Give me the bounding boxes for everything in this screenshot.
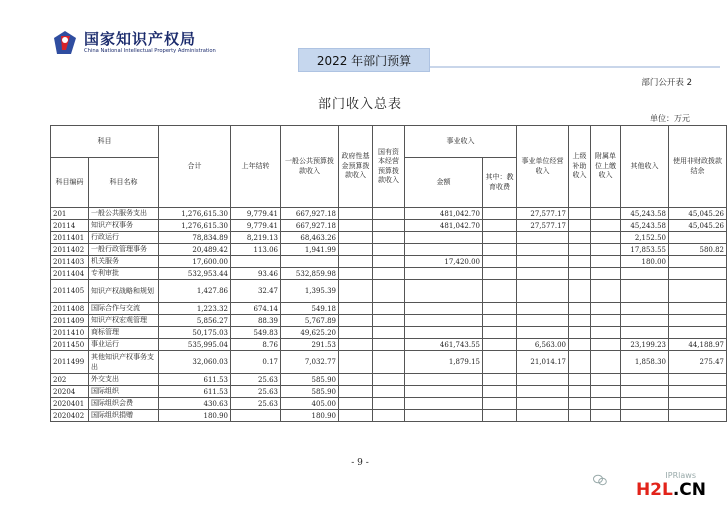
header-total: 合计 bbox=[159, 126, 231, 208]
row-other bbox=[621, 280, 669, 303]
row-gov-fund bbox=[339, 351, 373, 374]
watermark bbox=[636, 480, 706, 500]
row-gen-budget: 68,463.26 bbox=[281, 232, 339, 244]
row-code: 202 bbox=[51, 374, 89, 386]
row-affil-pay bbox=[591, 244, 621, 256]
row-state-capital bbox=[373, 232, 405, 244]
table-row bbox=[51, 327, 727, 339]
row-inst-edu bbox=[483, 244, 517, 256]
row-nonfiscal: 44,188.97 bbox=[669, 339, 727, 351]
row-inst-ops bbox=[517, 303, 569, 315]
row-carryover: 25.63 bbox=[231, 398, 281, 410]
header-inst-ops: 事业单位经营收入 bbox=[517, 126, 569, 208]
budget-banner: 2022 年部门预算 bbox=[298, 48, 430, 72]
row-gen-budget: 667,927.18 bbox=[281, 208, 339, 220]
header-other: 其他收入 bbox=[621, 126, 669, 208]
row-inst-ops bbox=[517, 232, 569, 244]
header-subject-code: 科目编码 bbox=[51, 158, 89, 208]
row-gen-budget bbox=[281, 256, 339, 268]
row-gov-fund bbox=[339, 398, 373, 410]
row-inst-ops bbox=[517, 327, 569, 339]
row-nonfiscal bbox=[669, 327, 727, 339]
row-total: 430.63 bbox=[159, 398, 231, 410]
row-inst-amount: 481,042.70 bbox=[405, 220, 483, 232]
row-inst-edu bbox=[483, 386, 517, 398]
row-carryover bbox=[231, 410, 281, 422]
header-inst-amount: 金额 bbox=[405, 158, 483, 208]
row-carryover: 113.06 bbox=[231, 244, 281, 256]
row-state-capital bbox=[373, 386, 405, 398]
row-other bbox=[621, 268, 669, 280]
row-inst-amount: 481,042.70 bbox=[405, 208, 483, 220]
row-inst-ops bbox=[517, 374, 569, 386]
row-sub-grant bbox=[569, 315, 591, 327]
row-inst-ops bbox=[517, 244, 569, 256]
row-gen-budget: 291.53 bbox=[281, 339, 339, 351]
row-total: 611.53 bbox=[159, 386, 231, 398]
row-carryover: 9,779.41 bbox=[231, 208, 281, 220]
row-state-capital bbox=[373, 327, 405, 339]
row-total: 5,856.27 bbox=[159, 315, 231, 327]
row-name: 一般行政管理事务 bbox=[89, 244, 159, 256]
org-name-cn: 国家知识产权局 bbox=[84, 30, 197, 48]
row-other bbox=[621, 398, 669, 410]
row-gov-fund bbox=[339, 280, 373, 303]
row-sub-grant bbox=[569, 303, 591, 315]
header-gen-budget: 一般公共预算拨款收入 bbox=[281, 126, 339, 208]
table-row bbox=[51, 220, 727, 232]
table-row bbox=[51, 268, 727, 280]
row-gov-fund bbox=[339, 268, 373, 280]
row-inst-ops bbox=[517, 315, 569, 327]
row-sub-grant bbox=[569, 351, 591, 374]
table-row bbox=[51, 303, 727, 315]
row-gov-fund bbox=[339, 374, 373, 386]
row-state-capital bbox=[373, 315, 405, 327]
row-nonfiscal: 45,045.26 bbox=[669, 208, 727, 220]
row-gen-budget: 585.90 bbox=[281, 386, 339, 398]
header-inst-income: 事业收入 bbox=[405, 126, 517, 158]
row-other bbox=[621, 315, 669, 327]
row-state-capital bbox=[373, 410, 405, 422]
row-other bbox=[621, 410, 669, 422]
row-code: 2011450 bbox=[51, 339, 89, 351]
row-inst-ops: 27,577.17 bbox=[517, 220, 569, 232]
row-other bbox=[621, 327, 669, 339]
row-inst-amount bbox=[405, 268, 483, 280]
row-state-capital bbox=[373, 244, 405, 256]
row-total: 532,953.44 bbox=[159, 268, 231, 280]
row-inst-edu bbox=[483, 268, 517, 280]
row-inst-edu bbox=[483, 327, 517, 339]
row-name: 机关服务 bbox=[89, 256, 159, 268]
row-name: 国际组织 bbox=[89, 386, 159, 398]
row-code: 2011402 bbox=[51, 244, 89, 256]
row-nonfiscal bbox=[669, 256, 727, 268]
row-carryover: 0.17 bbox=[231, 351, 281, 374]
row-inst-edu bbox=[483, 374, 517, 386]
table-row bbox=[51, 256, 727, 268]
row-inst-edu bbox=[483, 398, 517, 410]
row-total: 20,489.42 bbox=[159, 244, 231, 256]
row-sub-grant bbox=[569, 398, 591, 410]
header-inst-edu: 其中：教育收费 bbox=[483, 158, 517, 208]
table-row bbox=[51, 280, 727, 303]
row-gen-budget: 49,625.20 bbox=[281, 327, 339, 339]
header-subject-name: 科目名称 bbox=[89, 158, 159, 208]
row-inst-ops: 21,014.17 bbox=[517, 351, 569, 374]
row-inst-amount bbox=[405, 398, 483, 410]
row-sub-grant bbox=[569, 280, 591, 303]
row-sub-grant bbox=[569, 327, 591, 339]
row-total: 78,834.89 bbox=[159, 232, 231, 244]
row-inst-edu bbox=[483, 315, 517, 327]
row-total: 180.90 bbox=[159, 410, 231, 422]
row-state-capital bbox=[373, 256, 405, 268]
row-sub-grant bbox=[569, 208, 591, 220]
row-code: 20204 bbox=[51, 386, 89, 398]
row-affil-pay bbox=[591, 410, 621, 422]
row-total: 611.53 bbox=[159, 374, 231, 386]
row-inst-ops bbox=[517, 256, 569, 268]
table-row bbox=[51, 232, 727, 244]
row-other: 23,199.23 bbox=[621, 339, 669, 351]
row-state-capital bbox=[373, 280, 405, 303]
table-row bbox=[51, 374, 727, 386]
row-total: 1,276,615.30 bbox=[159, 208, 231, 220]
row-other: 2,152.50 bbox=[621, 232, 669, 244]
row-affil-pay bbox=[591, 232, 621, 244]
row-affil-pay bbox=[591, 208, 621, 220]
header-gov-fund: 政府性基金预算拨款收入 bbox=[339, 126, 373, 208]
row-code: 2011401 bbox=[51, 232, 89, 244]
row-carryover: 674.14 bbox=[231, 303, 281, 315]
table-row bbox=[51, 386, 727, 398]
row-affil-pay bbox=[591, 351, 621, 374]
row-sub-grant bbox=[569, 268, 591, 280]
org-name-en: China National Intellectual Property Administration bbox=[84, 48, 216, 54]
row-total: 1,427.86 bbox=[159, 280, 231, 303]
row-inst-amount: 17,420.00 bbox=[405, 256, 483, 268]
row-total: 535,995.04 bbox=[159, 339, 231, 351]
row-total: 50,175.03 bbox=[159, 327, 231, 339]
row-name: 一般公共服务支出 bbox=[89, 208, 159, 220]
row-nonfiscal bbox=[669, 410, 727, 422]
row-carryover: 88.39 bbox=[231, 315, 281, 327]
row-state-capital bbox=[373, 208, 405, 220]
row-code: 2020401 bbox=[51, 398, 89, 410]
row-gov-fund bbox=[339, 303, 373, 315]
row-name: 知识产权宏观管理 bbox=[89, 315, 159, 327]
row-code: 2011499 bbox=[51, 351, 89, 374]
row-gen-budget: 7,032.77 bbox=[281, 351, 339, 374]
row-gov-fund bbox=[339, 327, 373, 339]
row-inst-amount bbox=[405, 315, 483, 327]
row-nonfiscal bbox=[669, 398, 727, 410]
row-affil-pay bbox=[591, 374, 621, 386]
row-name: 其他知识产权事务支出 bbox=[89, 351, 159, 374]
row-inst-ops bbox=[517, 410, 569, 422]
unit-label: 单位：万元 bbox=[650, 114, 690, 123]
row-sub-grant bbox=[569, 386, 591, 398]
row-inst-amount: 1,879.15 bbox=[405, 351, 483, 374]
row-code: 20114 bbox=[51, 220, 89, 232]
row-carryover: 8.76 bbox=[231, 339, 281, 351]
header-carryover: 上年结转 bbox=[231, 126, 281, 208]
row-code: 2011409 bbox=[51, 315, 89, 327]
row-nonfiscal bbox=[669, 303, 727, 315]
row-name: 专利审批 bbox=[89, 268, 159, 280]
row-affil-pay bbox=[591, 220, 621, 232]
row-gen-budget: 667,927.18 bbox=[281, 220, 339, 232]
row-nonfiscal: 45,045.26 bbox=[669, 220, 727, 232]
row-inst-ops bbox=[517, 268, 569, 280]
row-gov-fund bbox=[339, 315, 373, 327]
row-sub-grant bbox=[569, 374, 591, 386]
row-inst-edu bbox=[483, 410, 517, 422]
row-state-capital bbox=[373, 374, 405, 386]
row-gen-budget: 532,859.98 bbox=[281, 268, 339, 280]
row-sub-grant bbox=[569, 244, 591, 256]
row-code: 2011405 bbox=[51, 280, 89, 303]
row-inst-edu bbox=[483, 232, 517, 244]
row-other: 1,858.30 bbox=[621, 351, 669, 374]
row-affil-pay bbox=[591, 280, 621, 303]
row-code: 2011404 bbox=[51, 268, 89, 280]
row-sub-grant bbox=[569, 410, 591, 422]
row-nonfiscal bbox=[669, 386, 727, 398]
row-code: 201 bbox=[51, 208, 89, 220]
row-other bbox=[621, 386, 669, 398]
wechat-icon bbox=[593, 474, 607, 486]
row-total: 1,223.32 bbox=[159, 303, 231, 315]
row-affil-pay bbox=[591, 256, 621, 268]
row-total: 32,060.03 bbox=[159, 351, 231, 374]
row-state-capital bbox=[373, 268, 405, 280]
row-nonfiscal bbox=[669, 232, 727, 244]
row-gov-fund bbox=[339, 339, 373, 351]
row-other bbox=[621, 303, 669, 315]
row-inst-edu bbox=[483, 256, 517, 268]
table-body bbox=[51, 208, 727, 422]
row-carryover bbox=[231, 256, 281, 268]
watermark-cn: .CN bbox=[672, 480, 706, 500]
row-carryover: 25.63 bbox=[231, 374, 281, 386]
table-number: 部门公开表 2 bbox=[641, 78, 692, 88]
table-row bbox=[51, 410, 727, 422]
header-state-capital: 国有资本经营预算拨款收入 bbox=[373, 126, 405, 208]
row-sub-grant bbox=[569, 256, 591, 268]
row-gov-fund bbox=[339, 410, 373, 422]
row-name: 事业运行 bbox=[89, 339, 159, 351]
watermark-source: IPRlaws bbox=[665, 471, 696, 480]
row-gov-fund bbox=[339, 256, 373, 268]
row-inst-ops: 6,563.00 bbox=[517, 339, 569, 351]
row-carryover: 549.83 bbox=[231, 327, 281, 339]
row-name: 外交支出 bbox=[89, 374, 159, 386]
row-code: 2020402 bbox=[51, 410, 89, 422]
row-gen-budget: 1,941.99 bbox=[281, 244, 339, 256]
row-name: 行政运行 bbox=[89, 232, 159, 244]
row-inst-amount bbox=[405, 386, 483, 398]
row-inst-amount: 461,743.55 bbox=[405, 339, 483, 351]
row-sub-grant bbox=[569, 232, 591, 244]
row-inst-amount bbox=[405, 280, 483, 303]
row-other: 45,243.58 bbox=[621, 208, 669, 220]
row-code: 2011403 bbox=[51, 256, 89, 268]
page-number: - 9 - bbox=[351, 458, 369, 468]
row-affil-pay bbox=[591, 327, 621, 339]
row-gen-budget: 1,395.39 bbox=[281, 280, 339, 303]
row-name: 国际合作与交流 bbox=[89, 303, 159, 315]
row-other: 45,243.58 bbox=[621, 220, 669, 232]
row-inst-edu bbox=[483, 208, 517, 220]
row-gen-budget: 180.90 bbox=[281, 410, 339, 422]
row-inst-amount bbox=[405, 327, 483, 339]
row-nonfiscal bbox=[669, 280, 727, 303]
row-carryover: 25.63 bbox=[231, 386, 281, 398]
income-table bbox=[50, 125, 727, 422]
table-row bbox=[51, 398, 727, 410]
row-gov-fund bbox=[339, 386, 373, 398]
table-row bbox=[51, 244, 727, 256]
row-total: 17,600.00 bbox=[159, 256, 231, 268]
table-row bbox=[51, 351, 727, 374]
table-row bbox=[51, 208, 727, 220]
header-affil-pay: 附属单位上缴收入 bbox=[591, 126, 621, 208]
row-total: 1,276,615.30 bbox=[159, 220, 231, 232]
row-inst-amount bbox=[405, 374, 483, 386]
row-name: 国际组织捐赠 bbox=[89, 410, 159, 422]
row-name: 国际组织会费 bbox=[89, 398, 159, 410]
row-gen-budget: 405.00 bbox=[281, 398, 339, 410]
row-inst-amount bbox=[405, 232, 483, 244]
row-inst-edu bbox=[483, 303, 517, 315]
row-nonfiscal: 275.47 bbox=[669, 351, 727, 374]
page-title: 部门收入总表 bbox=[317, 97, 402, 112]
row-gen-budget: 5,767.89 bbox=[281, 315, 339, 327]
row-state-capital bbox=[373, 398, 405, 410]
row-other: 180.00 bbox=[621, 256, 669, 268]
row-nonfiscal bbox=[669, 268, 727, 280]
row-state-capital bbox=[373, 220, 405, 232]
row-state-capital bbox=[373, 351, 405, 374]
row-code: 2011408 bbox=[51, 303, 89, 315]
banner-area bbox=[0, 44, 720, 74]
row-name: 知识产权事务 bbox=[89, 220, 159, 232]
row-affil-pay bbox=[591, 386, 621, 398]
header-subject: 科目 bbox=[51, 126, 159, 158]
row-carryover: 8,219.13 bbox=[231, 232, 281, 244]
row-nonfiscal bbox=[669, 374, 727, 386]
row-inst-edu bbox=[483, 280, 517, 303]
header-sub-grant: 上级补助收入 bbox=[569, 126, 591, 208]
row-sub-grant bbox=[569, 220, 591, 232]
header-nonfiscal: 使用非财政拨款结余 bbox=[669, 126, 727, 208]
row-inst-ops bbox=[517, 386, 569, 398]
row-gov-fund bbox=[339, 208, 373, 220]
table-row bbox=[51, 315, 727, 327]
row-inst-ops bbox=[517, 398, 569, 410]
row-inst-amount bbox=[405, 244, 483, 256]
row-inst-ops: 27,577.17 bbox=[517, 208, 569, 220]
row-inst-edu bbox=[483, 351, 517, 374]
row-inst-ops bbox=[517, 280, 569, 303]
row-state-capital bbox=[373, 303, 405, 315]
row-inst-amount bbox=[405, 303, 483, 315]
row-other: 17,853.55 bbox=[621, 244, 669, 256]
row-state-capital bbox=[373, 339, 405, 351]
row-sub-grant bbox=[569, 339, 591, 351]
row-inst-edu bbox=[483, 339, 517, 351]
row-gov-fund bbox=[339, 244, 373, 256]
row-carryover: 93.46 bbox=[231, 268, 281, 280]
row-affil-pay bbox=[591, 315, 621, 327]
row-gen-budget: 549.18 bbox=[281, 303, 339, 315]
row-carryover: 32.47 bbox=[231, 280, 281, 303]
row-affil-pay bbox=[591, 303, 621, 315]
row-affil-pay bbox=[591, 398, 621, 410]
row-affil-pay bbox=[591, 339, 621, 351]
row-inst-edu bbox=[483, 220, 517, 232]
row-affil-pay bbox=[591, 268, 621, 280]
row-gov-fund bbox=[339, 232, 373, 244]
row-name: 商标管理 bbox=[89, 327, 159, 339]
row-inst-amount bbox=[405, 410, 483, 422]
row-gov-fund bbox=[339, 220, 373, 232]
row-code: 2011410 bbox=[51, 327, 89, 339]
table-row bbox=[51, 339, 727, 351]
watermark-h2l: H2L bbox=[635, 480, 673, 500]
row-gen-budget: 585.90 bbox=[281, 374, 339, 386]
row-name: 知识产权战略和规划 bbox=[89, 280, 159, 303]
row-nonfiscal bbox=[669, 315, 727, 327]
row-carryover: 9,779.41 bbox=[231, 220, 281, 232]
row-nonfiscal: 580.82 bbox=[669, 244, 727, 256]
row-other bbox=[621, 374, 669, 386]
